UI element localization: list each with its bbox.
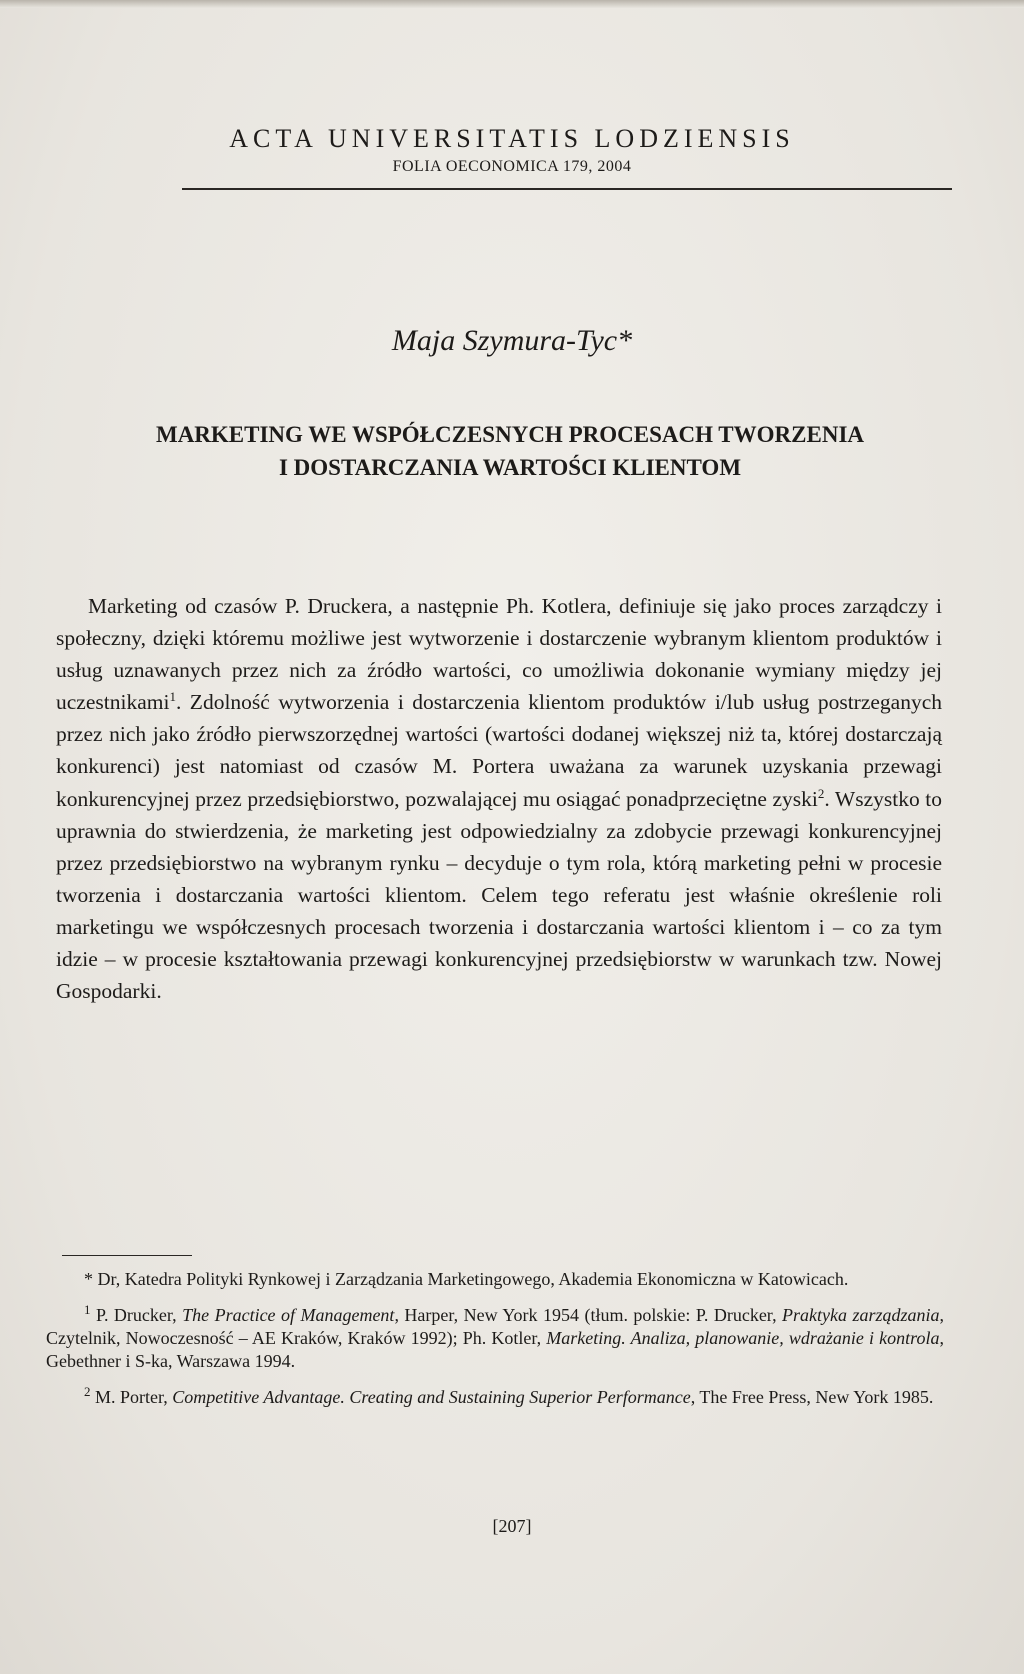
footnote-1-marker: 1 bbox=[84, 1302, 91, 1317]
author-name bbox=[0, 324, 1024, 358]
author-footnote-mark: * bbox=[617, 324, 633, 357]
body-text-part-3: . Wszystko to uprawnia do stwierdzenia, że marketing jest odpowiedzialny za zdobycie przewagi konkurencyjnej przez przedsiębiorstwo na wybranym rynku – decyduje o tym rola, którą marketing pełni w procesie tworzenia i dostarczania wartości klientom. Celem tego referatu jest właśnie określenie roli marketingu we współczesnych procesach tworzenia i dostarczania wartości klientom i – co za tym idzie – w procesie kształtowania przewagi konkurencyjnej przedsiębiorstw w warunkach tzw. Nowej Gospodarki. bbox=[56, 786, 942, 1004]
footnotes bbox=[46, 1268, 944, 1422]
author-name-text: Maja Szymura-Tyc bbox=[391, 324, 618, 357]
footnote-1-title-c: Marketing. Analiza, planowanie, wdrażanie i kontrola bbox=[546, 1328, 940, 1348]
footnote-1 bbox=[46, 1304, 944, 1373]
footnote-2-marker: 2 bbox=[84, 1384, 91, 1399]
footnote-2 bbox=[46, 1386, 944, 1409]
body-paragraph bbox=[56, 590, 942, 1007]
footnote-author: * Dr, Katedra Polityki Rynkowej i Zarządzania Marketingowego, Akademia Ekonomiczna w Katowicach. bbox=[84, 1269, 849, 1289]
footnote-1-text-a: P. Drucker, bbox=[90, 1305, 183, 1325]
footnote-1-text-c: , Harper, New York 1954 (tłum. polskie: P. Drucker, bbox=[394, 1305, 783, 1325]
title-line-1: MARKETING WE WSPÓŁCZESNYCH PROCESACH TWORZENIA bbox=[155, 422, 864, 447]
journal-name: ACTA UNIVERSITATIS LODZIENSIS bbox=[229, 124, 795, 153]
title-line-2: I DOSTARCZANIA WARTOŚCI KLIENTOM bbox=[278, 455, 742, 480]
body-text-part-1: Marketing od czasów P. Druckera, a następnie Ph. Kotlera, definiuje się jako proces zarządczy i społeczny, dzięki któremu możliwe jest wytworzenie i dostarczenie wybranym klientom produktów i usług uznawanych przez nich za źródło wartości, co umożliwia dokonanie wymiany między jej uczestnikami bbox=[56, 594, 942, 715]
article-title bbox=[50, 418, 970, 484]
footnote-ref-2: 2 bbox=[817, 785, 825, 801]
journal-issue: FOLIA OECONOMICA 179, 2004 bbox=[392, 158, 632, 175]
page-top-edge bbox=[0, 0, 1024, 8]
footnote-2-title: Competitive Advantage. Creating and Sustaining Superior Performance bbox=[172, 1387, 691, 1407]
page-number: [207] bbox=[492, 1516, 532, 1536]
footnote-ref-1: 1 bbox=[169, 689, 176, 705]
footnote-divider bbox=[62, 1255, 192, 1256]
footnote-2-text-a: M. Porter, bbox=[90, 1387, 173, 1407]
footnote-1-text-e: , Czytelnik, Nowoczesność – AE Kraków, Kraków 1992); Ph. Kotler, bbox=[46, 1305, 944, 1348]
header-divider bbox=[182, 188, 952, 190]
body-text-part-2: . Zdolność wytworzenia i dostarczenia klientom produktów i/lub usług postrzeganych przez nich jako źródło pierwszorzędnej wartości (wartości dodanej większej niż ta, której dostarczają konkurenci) jest natomiast od czasów M. Portera uważana za warunek uzyskania przewagi konkurencyjnej przez przedsiębiorstwo, pozwalającej mu osiągać ponadprzeciętne zyski bbox=[56, 690, 942, 811]
footnote-1-title-b: Praktyka zarządzania bbox=[782, 1305, 940, 1325]
footnote-2-text-c: , The Free Press, New York 1985. bbox=[690, 1387, 934, 1407]
footnote-1-title-a: The Practice of Management bbox=[182, 1305, 395, 1325]
footnote-1-text-g: , Gebethner i S-ka, Warszawa 1994. bbox=[46, 1328, 944, 1371]
